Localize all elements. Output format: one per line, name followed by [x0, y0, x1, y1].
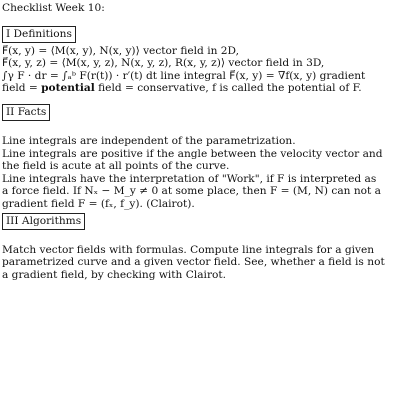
fact-line-1: Line integrals are independent of the parametrization. [2, 134, 296, 147]
fact-line-2: Line integrals are positive if the angle between the velocity vector and [2, 147, 383, 160]
checklist-document [2, 0, 398, 281]
algorithms-section-heading [2, 213, 398, 230]
fact-line-6: gradient field F = (fₓ, f_y). (Clairot). [2, 197, 195, 210]
algorithm-line-3: a gradient field, by checking with Clairot. [2, 268, 227, 281]
algorithms-heading-box: III Algorithms [2, 213, 85, 230]
fact-line-3: the field is acute at all points of the curve. [2, 160, 230, 173]
fact-line-5: a force field. If Nₓ − M_y ≠ 0 at some place, then F = (M, N) can not a [2, 185, 381, 198]
definitions-heading-box: I Definitions [2, 26, 76, 43]
definition-line-1: F⃗(x, y) = ⟨M(x, y), N(x, y)⟩ vector field in 2D, [2, 44, 239, 57]
potential-term: potential [41, 82, 95, 95]
definition-line-2: F⃗(x, y, z) = ⟨M(x, y, z), N(x, y, z), R(x, y, z)⟩ vector field in 3D, [2, 57, 325, 70]
definitions-section-heading [2, 26, 398, 43]
fact-line-4: Line integrals have the interpretation of "Work", if F is interpreted as [2, 172, 377, 185]
document-title: Checklist Week 10: [2, 2, 105, 14]
facts-heading-box: II Facts [2, 104, 50, 121]
algorithm-line-1: Match vector fields with formulas. Compute line integrals for a given [2, 243, 375, 256]
algorithm-line-2: parametrized curve and a given vector field. See, whether a field is not [2, 256, 385, 269]
definition-line-4: field = potential field = conservative, f is called the potential of F. [2, 82, 362, 95]
facts-section-heading [2, 104, 398, 121]
definition-line-3: ∫γ F · dr = ∫ₐᵇ F(r(t)) · r′(t) dt line integral F⃗(x, y) = ∇f(x, y) gradient [2, 69, 366, 82]
